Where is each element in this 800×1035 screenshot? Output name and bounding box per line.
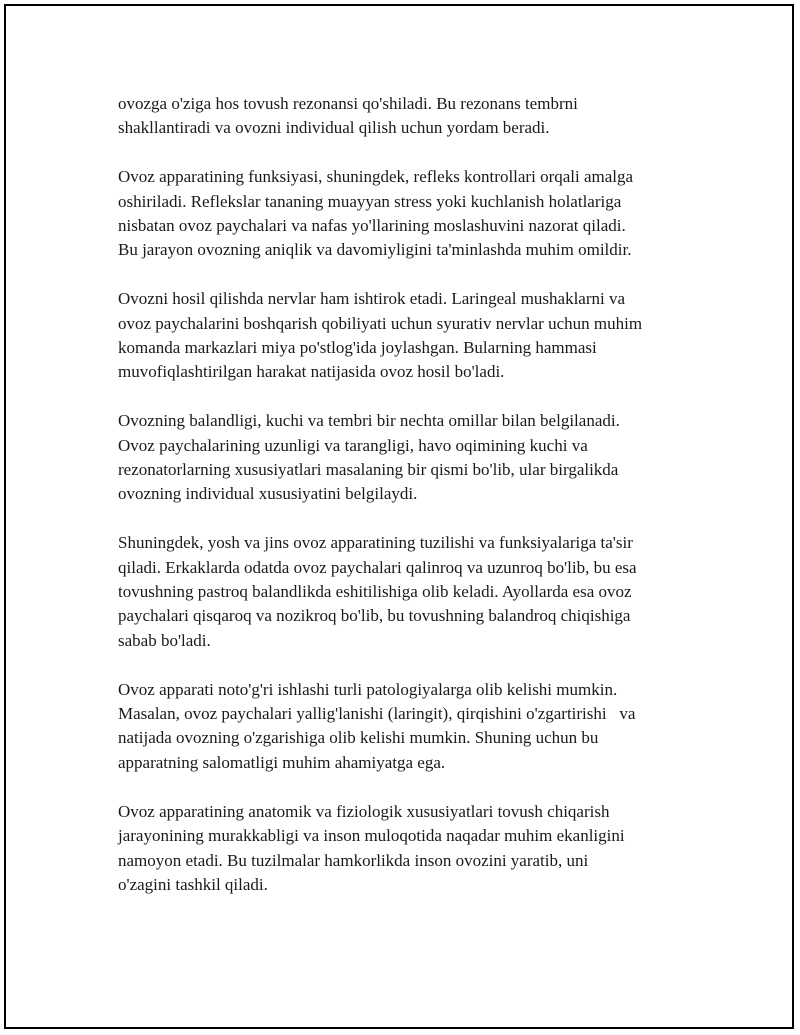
text-line: Ovozning balandligi, kuchi va tembri bir nechta omillar bilan belgilanadi.: [118, 411, 620, 431]
paragraph-5: [118, 531, 708, 653]
text-line: muvofiqlashtirilgan harakat natijasida ovoz hosil bo'ladi.: [118, 362, 505, 382]
paragraph-3: [118, 287, 708, 385]
text-line: Ovozni hosil qilishda nervlar ham ishtirok etadi. Laringeal mushaklarni va: [118, 289, 626, 309]
paragraph-6: [118, 678, 708, 776]
text-line: shakllantiradi va ovozni individual qilish uchun yordam beradi.: [118, 118, 550, 138]
text-line: nisbatan ovoz paychalari va nafas yo'llarining moslashuvini nazorat qiladi.: [118, 216, 626, 236]
text-line: ovoz paychalarini boshqarish qobiliyati uchun syurativ nervlar uchun muhim: [118, 313, 643, 333]
text-line: sabab bo'ladi.: [118, 630, 211, 650]
text-line: ovozga o'ziga hos tovush rezonansi qo'shiladi. Bu rezonans tembrni: [118, 94, 578, 113]
text-line: Bu jarayon ovozning aniqlik va davomiyligini ta'minlashda muhim omildir.: [118, 240, 632, 260]
paragraph-7: [118, 800, 708, 898]
text-line: Ovoz paychalarining uzunligi va tarangligi, havo oqimining kuchi va: [118, 435, 588, 455]
text-line: Shuningdek, yosh va jins ovoz apparatining tuzilishi va funksiyalariga ta'sir: [118, 533, 633, 553]
text-line: Ovoz apparati noto'g'ri ishlashi turli patologiyalarga olib kelishi mumkin.: [118, 679, 618, 699]
text-line: o'zagini tashkil qiladi.: [118, 874, 268, 894]
text-line: Ovoz apparatining anatomik va fiziologik xususiyatlari tovush chiqarish: [118, 801, 610, 821]
text-line: qiladi. Erkaklarda odatda ovoz paychalari qalinroq va uzunroq bo'lib, bu esa: [118, 557, 637, 577]
text-line: paychalari qisqaroq va nozikroq bo'lib, bu tovushning balandroq chiqishiga: [118, 606, 631, 626]
text-line: Masalan, ovoz paychalari yallig'lanishi (laringit), qirqishini o'zgartirishi va: [118, 704, 636, 724]
paragraph-1: [118, 92, 708, 141]
text-line: komanda markazlari miya po'stlog'ida joylashgan. Bularning hammasi: [118, 338, 597, 358]
text-line: namoyon etadi. Bu tuzilmalar hamkorlikda inson ovozini yaratib, uni: [118, 850, 589, 870]
text-line: oshiriladi. Reflekslar tananing muayyan stress yoki kuchlanish holatlariga: [118, 191, 622, 211]
paragraph-4: [118, 409, 708, 507]
text-line: Ovoz apparatining funksiyasi, shuningdek, refleks kontrollari orqali amalga: [118, 167, 634, 187]
text-line: jarayonining murakkabligi va inson muloqotida naqadar muhim ekanligini: [118, 826, 625, 846]
paragraph-2: [118, 165, 708, 263]
text-line: ovozning individual xususiyatini belgilaydi.: [118, 484, 418, 504]
text-line: natijada ovozning o'zgarishiga olib kelishi mumkin. Shuning uchun bu: [118, 728, 599, 748]
document-body: [118, 92, 708, 922]
text-line: apparatning salomatligi muhim ahamiyatga ega.: [118, 752, 446, 772]
text-line: rezonatorlarning xususiyatlari masalaning bir qismi bo'lib, ular birgalikda: [118, 460, 619, 480]
text-line: tovushning pastroq balandlikda eshitilishiga olib keladi. Ayollarda esa ovoz: [118, 582, 632, 602]
